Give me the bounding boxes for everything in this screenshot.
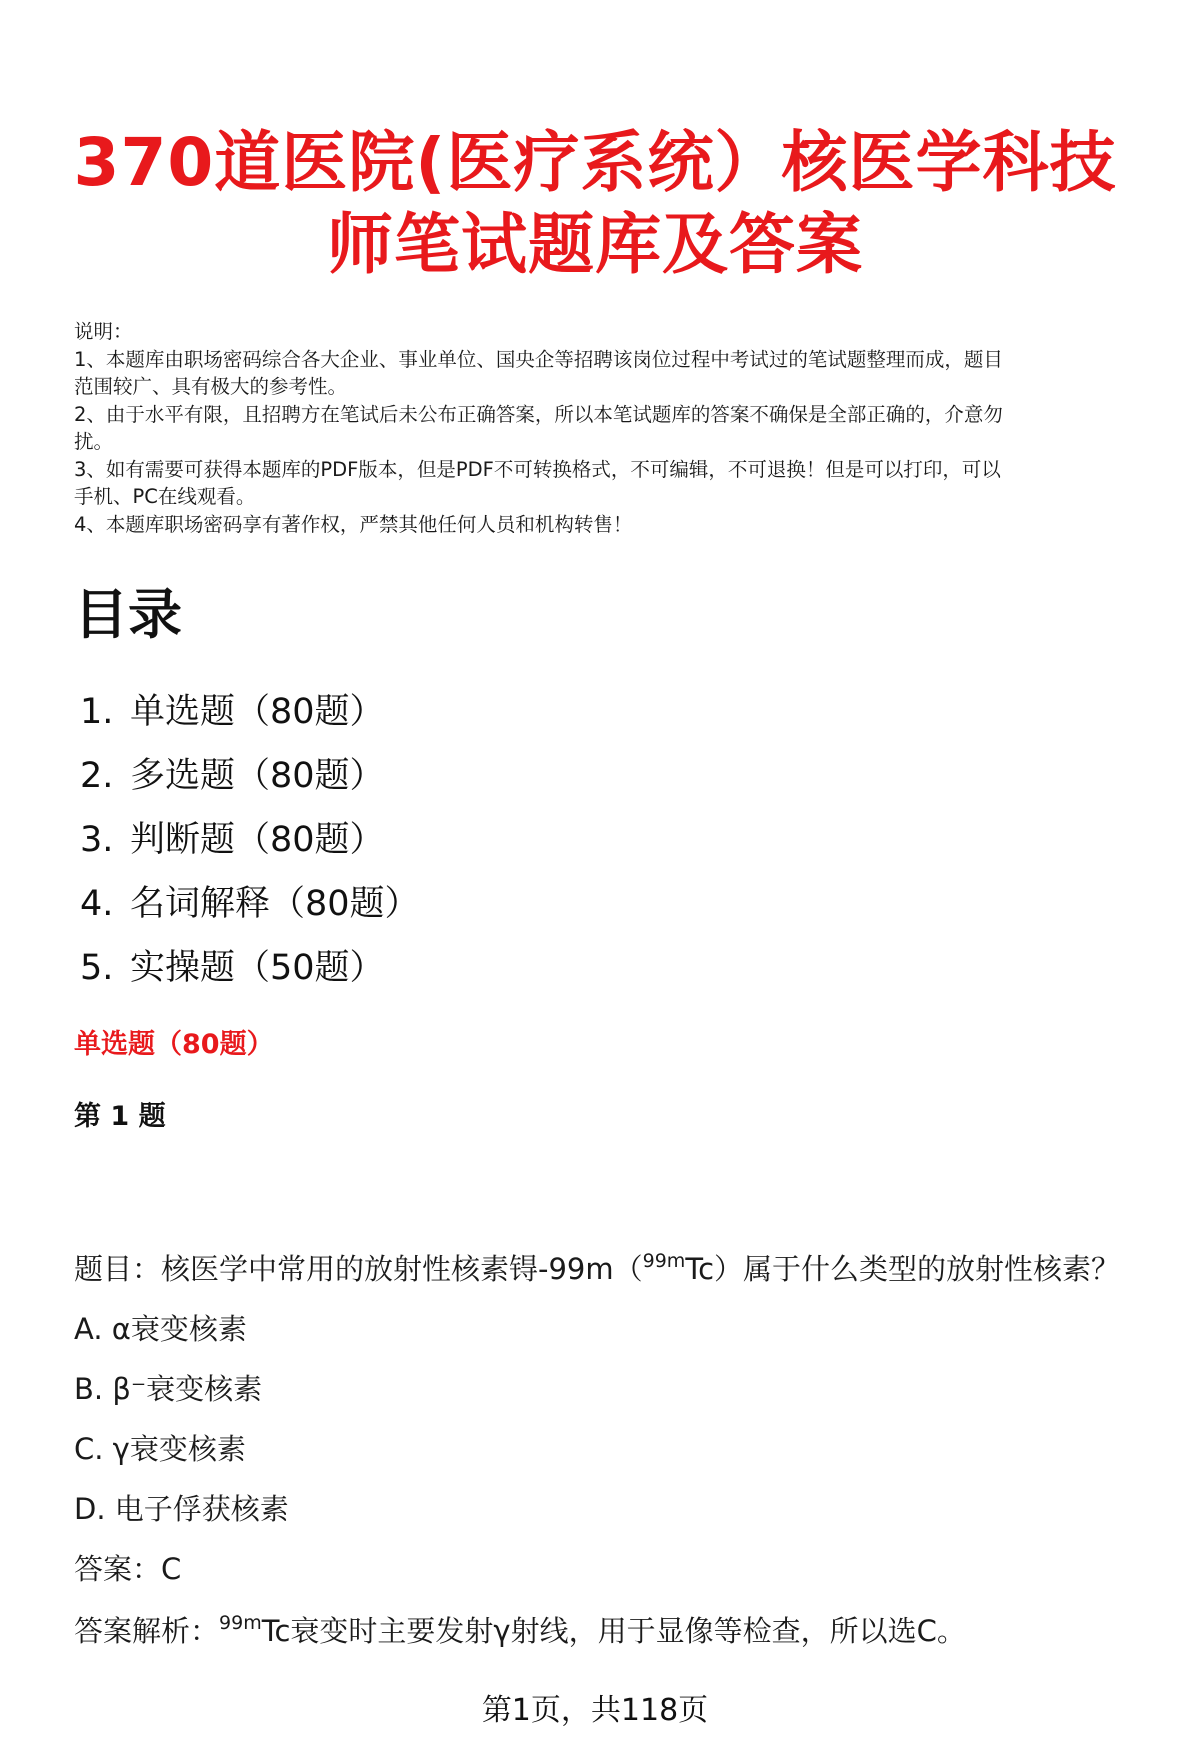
question-number: 第 1 题 [74, 1101, 166, 1132]
toc-item-single-choice[interactable] [80, 680, 780, 744]
question-text-prefix: 题目：核医学中常用的放射性核素锝-99m（ [74, 1252, 643, 1286]
isotope-superscript: 99m [219, 1612, 262, 1634]
question-text-suffix: Tc）属于什么类型的放射性核素？ [685, 1252, 1121, 1286]
option-b: B. β⁻衰变核素 [74, 1372, 263, 1406]
analysis-suffix: Tc衰变时主要发射γ射线，用于显像等检查，所以选C。 [261, 1614, 966, 1648]
toc-item-label: 名词解释（80题） [130, 884, 420, 924]
question-text [74, 1248, 1164, 1290]
option-a: A. α衰变核素 [74, 1312, 247, 1346]
instructions-line: 4、本题库职场密码享有著作权，严禁其他任何人员和机构转售！ [74, 512, 633, 536]
document-title-line-2: 师笔试题库及答案 [327, 206, 863, 283]
analysis-prefix: 答案解析： [74, 1614, 220, 1648]
toc-item-true-false[interactable] [80, 808, 780, 872]
toc-item-number: 2. [80, 756, 114, 796]
toc-item-label: 单选题（80题） [130, 692, 385, 732]
answer-text: 答案：C [74, 1552, 182, 1586]
option-d: D. 电子俘获核素 [74, 1492, 289, 1526]
toc-item-number: 4. [80, 884, 114, 924]
instructions-line: 3、如有需要可获得本题库的PDF版本，但是PDF不可转换格式，不可编辑，不可退换！但是可以打印，可以 [74, 457, 1001, 481]
toc-item-number: 3. [80, 820, 114, 860]
section-heading: 单选题（80题） [74, 1029, 274, 1060]
toc-item-practical[interactable] [80, 936, 780, 1000]
instructions-line: 扰。 [74, 430, 114, 453]
toc-item-number: 1. [80, 692, 114, 732]
toc-item-label: 判断题（80题） [130, 820, 385, 860]
instructions-line: 1、本题库由职场密码综合各大企业、事业单位、国央企等招聘该岗位过程中考试过的笔试题整理而成，题目 [74, 347, 1003, 371]
instructions-block [74, 318, 1150, 538]
instructions-line: 手机、PC在线观看。 [74, 485, 256, 508]
toc-heading: 目录 [74, 583, 182, 646]
page-footer: 第1页，共118页 [481, 1693, 709, 1728]
table-of-contents [80, 680, 780, 1000]
option-c: C. γ衰变核素 [74, 1432, 246, 1466]
instructions-line: 2、由于水平有限，且招聘方在笔试后未公布正确答案，所以本笔试题库的答案不确保是全部正确的，介意勿 [74, 402, 1003, 426]
document-title-line-1: 370道医院(医疗系统）核医学科技 [73, 124, 1117, 201]
isotope-superscript: 99m [642, 1250, 686, 1272]
instructions-line: 说明： [74, 320, 133, 343]
toc-item-label: 实操题（50题） [130, 948, 385, 988]
answer-analysis [74, 1610, 966, 1652]
toc-item-label: 多选题（80题） [130, 756, 385, 796]
toc-item-multiple-choice[interactable] [80, 744, 780, 808]
instructions-line: 范围较广、具有极大的参考性。 [74, 375, 348, 398]
toc-item-term-definitions[interactable] [80, 872, 780, 936]
toc-item-number: 5. [80, 948, 114, 988]
